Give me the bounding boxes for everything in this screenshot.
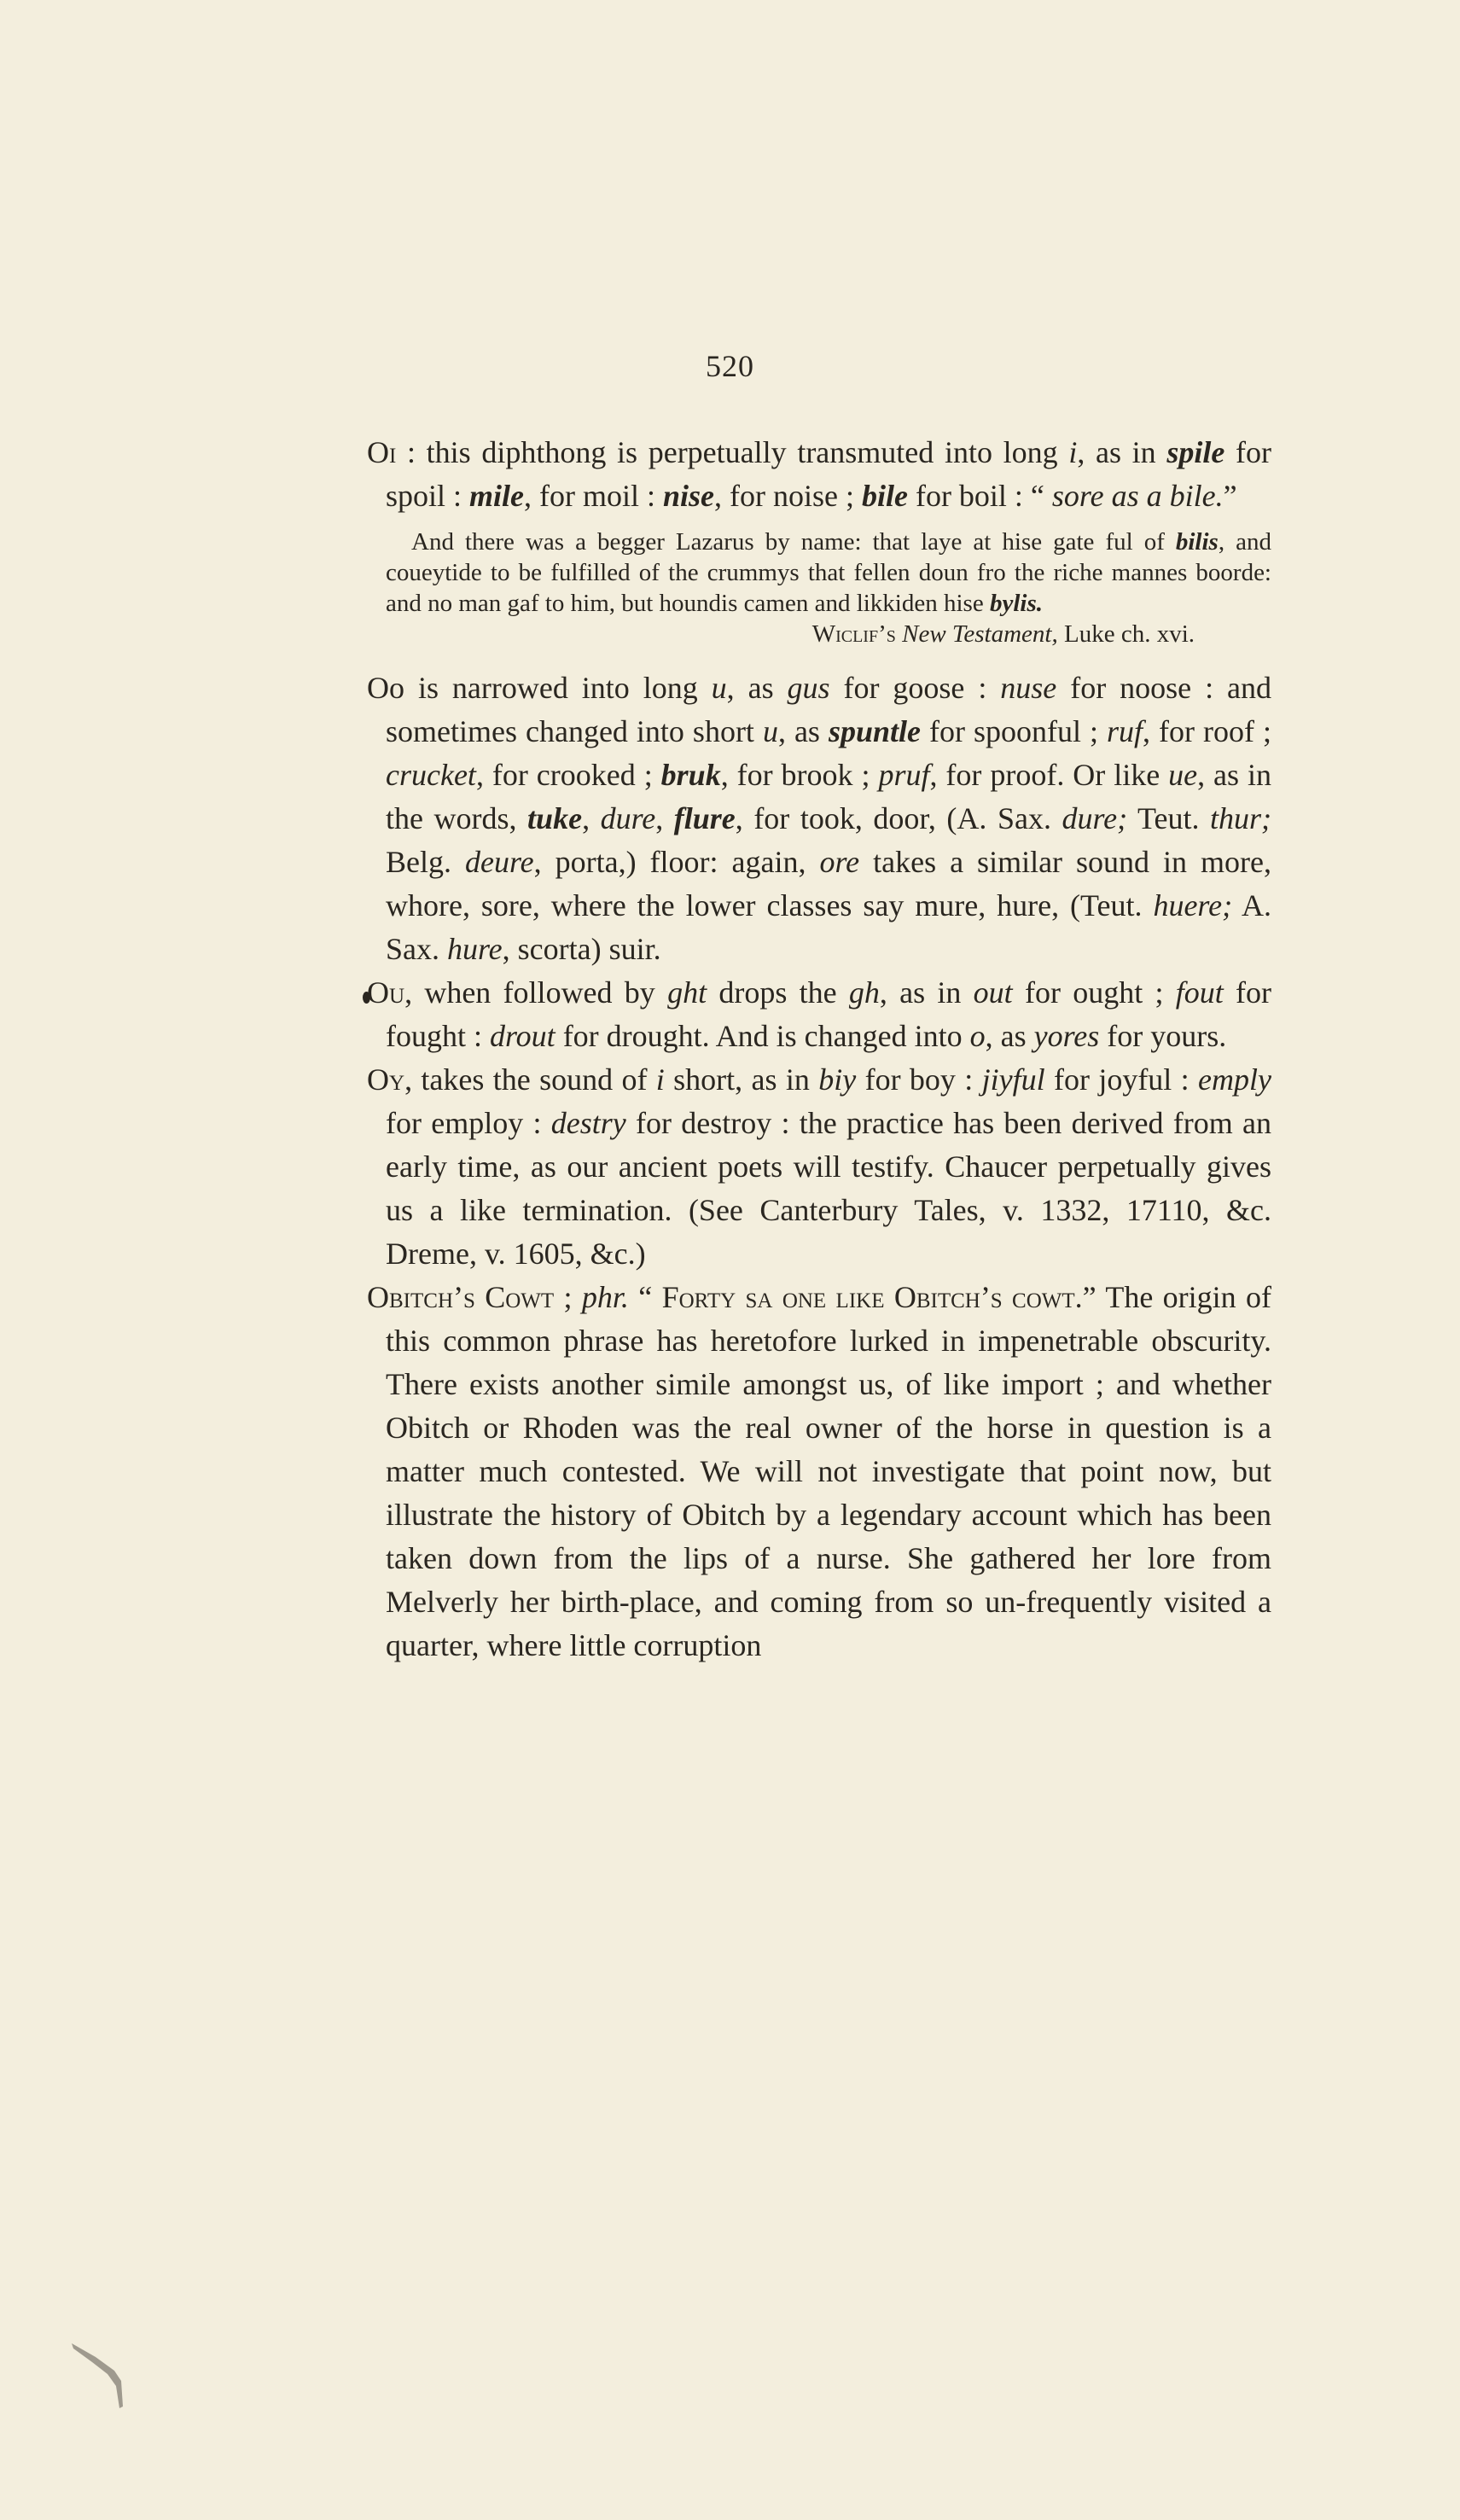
text-run: for employ :: [386, 1106, 551, 1140]
text-run: for boy :: [856, 1062, 982, 1097]
text-run: , for noise ;: [714, 479, 862, 513]
dictionary-entry: [367, 971, 1271, 1058]
italic-word: pruf: [878, 758, 930, 792]
italic-word: gh: [848, 975, 880, 1010]
italic-word: flure: [673, 801, 736, 835]
italic-word: o: [969, 1019, 986, 1053]
italic-word: fout: [1175, 975, 1224, 1010]
text-run: : this diphthong is perpetually transmuted into long: [396, 435, 1069, 469]
text-run: , as: [777, 714, 829, 748]
entry-headword: Ou: [367, 975, 405, 1010]
italic-word: drout: [490, 1019, 555, 1053]
italic-word: bylis.: [989, 590, 1043, 617]
entry-headword: Oo: [367, 671, 404, 705]
text-run: , porta,) floor: again,: [533, 845, 820, 879]
text-run: is narrowed into long: [404, 671, 712, 705]
dictionary-entry: [367, 666, 1271, 971]
text-run: drops the: [707, 975, 849, 1010]
citation-author: Wiclif’s: [811, 620, 896, 648]
text-run: , for took, door, (A. Sax.: [735, 801, 1062, 835]
italic-word: jiyful: [981, 1062, 1045, 1097]
text-run: , and coueytide to be fulfilled of the crummys that fellen doun fro the riche mannes boorde: and no man gaf to him, but houndis camen and likkiden hise: [386, 528, 1271, 617]
text-run: Teut.: [1127, 801, 1210, 835]
text-run: ;: [554, 1280, 582, 1314]
text-run: ,: [655, 801, 674, 835]
italic-word: spile: [1166, 435, 1225, 469]
italic-word: u: [711, 671, 727, 705]
text-run: “: [628, 1280, 662, 1314]
italic-word: yores: [1033, 1019, 1100, 1053]
text-run: for yours.: [1099, 1019, 1227, 1053]
italic-word: destry: [550, 1106, 626, 1140]
text-run: , for moil :: [524, 479, 663, 513]
text-run: , as in the words,: [386, 758, 1271, 835]
text-run: And there was a begger Lazarus by name: that laye at hise gate ful of: [411, 528, 1176, 556]
stray-mark-icon: [70, 2337, 138, 2413]
italic-word: bile: [861, 479, 908, 513]
text-run: short, as in: [664, 1062, 819, 1097]
page-body: [367, 431, 1271, 1667]
text-run: , for brook ;: [720, 758, 879, 792]
citation-reference: Luke ch. xvi.: [1063, 620, 1195, 648]
italic-word: dure: [600, 801, 656, 835]
text-run: , as in: [879, 975, 974, 1010]
italic-word: phr.: [581, 1280, 629, 1314]
dictionary-entry: [367, 1058, 1271, 1276]
italic-word: mile: [469, 479, 524, 513]
italic-word: thur;: [1210, 801, 1271, 835]
text-run: for joyful :: [1044, 1062, 1199, 1097]
italic-word: biy: [818, 1062, 857, 1097]
italic-word: gus: [787, 671, 830, 705]
italic-word: tuke: [527, 801, 583, 835]
italic-word: bruk: [660, 758, 721, 792]
italic-word: i: [1068, 435, 1078, 469]
dictionary-entry: [367, 1276, 1271, 1667]
quotation-block: [386, 527, 1271, 649]
italic-word: i: [655, 1062, 665, 1097]
text-run: , as in: [1077, 435, 1167, 469]
italic-word: bilis: [1175, 528, 1219, 556]
italic-word: ruf: [1107, 714, 1143, 748]
text-run: , as: [985, 1019, 1034, 1053]
text-run: A. Sax.: [386, 888, 1272, 966]
entry-headword: Oy: [367, 1062, 405, 1097]
entry-list: [367, 666, 1271, 1667]
text-run: , for roof ;: [1143, 714, 1271, 748]
text-run: , for crooked ;: [475, 758, 661, 792]
text-run: for boil : “: [907, 479, 1052, 513]
text-run: ,: [582, 801, 601, 835]
text-run: for drought. And is changed into: [555, 1019, 970, 1053]
entry-headword: Oi: [367, 435, 397, 469]
italic-word: sore as a bile.: [1051, 479, 1224, 513]
italic-word: crucket: [386, 758, 476, 792]
italic-word: nuse: [1000, 671, 1057, 705]
quotation-citation: [386, 619, 1271, 649]
text-run: for spoonful ;: [921, 714, 1107, 748]
text-run: , scorta) suir.: [502, 932, 661, 966]
italic-word: spuntle: [828, 714, 921, 748]
page-number: 520: [706, 349, 754, 383]
text-run: for goose :: [829, 671, 1001, 705]
italic-word: nise: [662, 479, 714, 513]
italic-word: dure;: [1062, 801, 1128, 835]
italic-word: hure: [447, 932, 503, 966]
text-run: , as: [726, 671, 788, 705]
text-run: Belg.: [386, 845, 465, 879]
text-run: for ought ;: [1012, 975, 1176, 1010]
italic-word: ue: [1168, 758, 1198, 792]
italic-word: out: [973, 975, 1013, 1010]
text-run: , for proof. Or like: [929, 758, 1169, 792]
italic-word: u: [762, 714, 778, 748]
text-run: for destroy : the practice has been derived from an early time, as our ancient poets will testify. Chaucer perpetually gives us a like termination. (See Canterbury Tales, v. 1332, 17110, &c. Dreme, v. 1605, &c.): [386, 1106, 1271, 1271]
text-run: takes a similar sound in more, whore, sore, where the lower classes say mure, hure, (Teut.: [386, 845, 1271, 922]
entry-oi: [367, 431, 1271, 518]
italic-word: emply: [1198, 1062, 1271, 1097]
text-run: for spoil :: [386, 435, 1271, 513]
citation-title: New Testament,: [902, 620, 1064, 648]
text-run: for fought :: [386, 975, 1271, 1053]
italic-word: ore: [819, 845, 860, 879]
text-run: for noose : and sometimes changed into short: [386, 671, 1271, 748]
small-caps-text: Forty sa one like Obitch’s cowt.: [661, 1280, 1083, 1314]
text-run: , takes the sound of: [404, 1062, 656, 1097]
italic-word: huere;: [1153, 888, 1233, 922]
text-run: , when followed by: [404, 975, 668, 1010]
italic-word: ght: [667, 975, 707, 1010]
text-run: ”: [1223, 479, 1237, 513]
italic-word: deure: [464, 845, 534, 879]
entry-headword: Obitch’s Cowt: [367, 1280, 555, 1314]
text-run: ” The origin of this common phrase has heretofore lurked in impenetrable obscurity. There exists another simile amongst us, of like import ; and whether Obitch or Rhoden was the real owner of the horse in question is a matter much contested. We will not investigate that point now, but illustrate the history of Obitch by a legendary account which has been taken down from the lips of a nurse. She gathered her lore from Melverly her birth-place, and coming from so un-frequently visited a quarter, where little corruption: [386, 1280, 1271, 1662]
